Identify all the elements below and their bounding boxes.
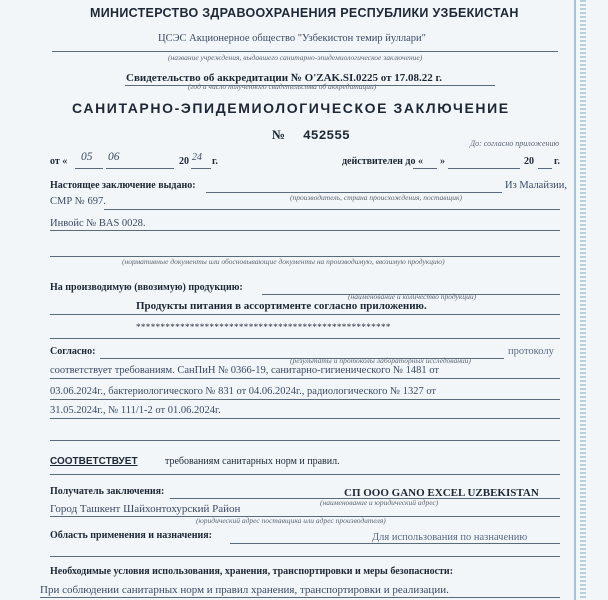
- issued-country: Из Малайзии,: [505, 180, 567, 191]
- valid-year-unit: г.: [554, 156, 560, 167]
- document-title: САНИТАРНО-ЭПИДЕМИОЛОГИЧЕСКОЕ ЗАКЛЮЧЕНИЕ: [72, 100, 510, 116]
- recipient-label: Получатель заключения:: [50, 486, 165, 497]
- valid-year-prefix: 20: [524, 156, 534, 167]
- agreement-right-word: протоколу: [508, 346, 554, 357]
- accreditation-line: Свидетельство об аккредитации № O'ZAK.SI.0225 от 17.08.22 г.: [126, 72, 442, 84]
- issued-to-label: Настоящее заключение выдано:: [50, 180, 196, 191]
- conformity-word: СООТВЕТСТВУЕТ: [50, 456, 138, 467]
- conditions-label: Необходимые условия использования, хранения, транспортировки и меры безопасности:: [50, 566, 454, 577]
- scope-label: Область применения и назначения:: [50, 530, 212, 541]
- date-year-suffix: 24: [192, 152, 202, 163]
- recipient-address-caption: (юридический адрес поставщика или адрес производителя): [196, 516, 386, 525]
- agreement-caption: (результаты и протоколы лабораторных исследований): [290, 356, 471, 365]
- document-border-pattern: [580, 0, 586, 600]
- agreement-line-2: 03.06.2024г., бактериологического № 831 от 04.06.2024г., радиологического № 1327 от: [50, 386, 437, 397]
- agreement-line-1: соответствует требованиям. СанПиН № 0366-19, санитарно-гигиенического № 1481 от: [50, 365, 439, 376]
- conditions-value: При соблюдении санитарных норм и правил хранения, транспортировки и реализации.: [40, 584, 449, 596]
- institution-name: ЦСЭС Акционерное общество "Узбекистон темир йуллари": [158, 33, 426, 44]
- issued-caption: (производитель, страна происхождения, поставщик): [290, 193, 462, 202]
- certificate-number: 452555: [303, 128, 350, 143]
- recipient-value: СП ООО GANO EXCEL UZBEKISTAN: [344, 487, 539, 499]
- valid-until-label: действителен до «: [342, 156, 423, 167]
- number-label: №: [272, 127, 286, 142]
- ministry-heading: МИНИСТЕРСТВО ЗДРАВООХРАНЕНИЯ РЕСПУБЛИКИ УЗБЕКИСТАН: [90, 6, 519, 20]
- agreement-line-3: 31.05.2024г., № 111/1-2 от 01.06.2024г.: [50, 405, 221, 416]
- production-label: На производимую (ввозимую) продукцию:: [50, 282, 243, 293]
- appendix-note: До: согласно приложению: [470, 139, 560, 148]
- product-description: Продукты питания в ассортименте согласно приложению.: [136, 300, 427, 312]
- issued-smr: СМР № 697.: [50, 196, 106, 207]
- date-from-label: от «: [50, 156, 68, 167]
- agreement-label: Согласно:: [50, 346, 96, 357]
- institution-caption: (название учреждения, выдавшего санитарно-эпидемиологическое заключение): [168, 53, 423, 62]
- date-month: 06: [108, 151, 120, 163]
- production-caption: (наименование и количество продукции): [348, 292, 477, 301]
- scope-value: Для использования по назначению: [372, 532, 528, 543]
- date-day: 05: [81, 151, 93, 163]
- product-stars: ****************************************************: [136, 322, 391, 332]
- accreditation-caption: (год и число полученного свидетельства об аккредитации): [188, 82, 377, 91]
- date-year-prefix: 20: [179, 156, 189, 167]
- conformity-text: требованиям санитарных норм и правил.: [165, 456, 340, 467]
- recipient-caption: (наименование и юридический адрес): [320, 498, 439, 507]
- valid-day-close: »: [440, 156, 445, 167]
- normative-caption: (нормативные документы или обосновывающие документы на производимую, ввозимую продукцию): [122, 257, 445, 266]
- issued-invoice: Инвойс № BAS 0028.: [50, 218, 146, 229]
- date-year-unit: г.: [212, 156, 218, 167]
- recipient-address: Город Ташкент Шайхонтохурский Район: [50, 503, 241, 515]
